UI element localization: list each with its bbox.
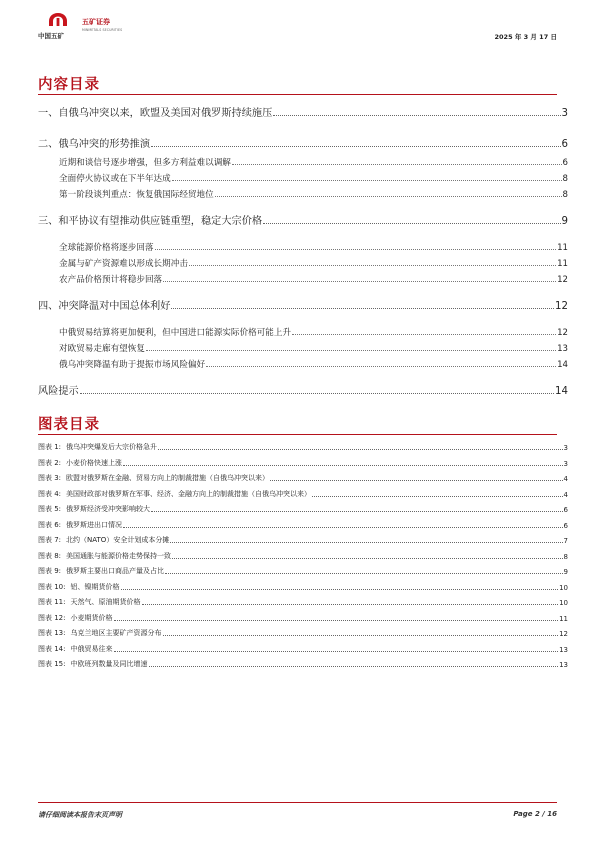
report-date: 2025 年 3 月 17 日 bbox=[494, 33, 557, 41]
charts-toc-title: 图表目录 bbox=[38, 417, 100, 433]
chart-leader-dots bbox=[312, 496, 562, 497]
toc-section-entry[interactable] bbox=[38, 188, 568, 200]
toc-leader-dots bbox=[273, 115, 560, 116]
toc-leader-dots bbox=[171, 308, 554, 309]
toc-entry-text: 俄乌冲突降温有助于提振市场风险偏好 bbox=[59, 360, 206, 370]
chart-leader-dots bbox=[114, 620, 559, 621]
chart-number: 图表 14: bbox=[38, 644, 66, 653]
toc-leader-dots bbox=[292, 334, 556, 335]
chart-page: 4 bbox=[563, 475, 568, 483]
chart-toc-entry[interactable] bbox=[38, 489, 568, 499]
toc-leader-dots bbox=[263, 223, 560, 224]
chart-number: 图表 11: bbox=[38, 598, 66, 606]
toc-leader-dots bbox=[172, 180, 562, 181]
toc-leader-dots bbox=[206, 366, 556, 367]
toc-entry-page: 14 bbox=[557, 360, 568, 370]
chart-leader-dots bbox=[142, 604, 559, 605]
minmetals-securities-logo bbox=[82, 17, 122, 32]
chart-leader-dots bbox=[151, 511, 562, 512]
chart-toc-entry[interactable] bbox=[38, 613, 568, 623]
chart-number: 图表 9: bbox=[38, 567, 62, 575]
toc-title-rule bbox=[38, 94, 557, 95]
chart-page: 4 bbox=[563, 490, 568, 499]
chart-toc-entry[interactable] bbox=[38, 597, 568, 607]
chart-page: 3 bbox=[563, 459, 568, 468]
chart-page: 13 bbox=[559, 645, 568, 654]
toc-entry-page: 6 bbox=[562, 158, 568, 168]
toc-section-entry[interactable] bbox=[38, 156, 568, 168]
chart-page: 6 bbox=[563, 521, 568, 530]
chart-number: 图表 1: bbox=[38, 443, 62, 451]
chart-number: 图表 7: bbox=[38, 536, 62, 544]
chart-toc-entry[interactable] bbox=[38, 442, 568, 452]
chart-leader-dots bbox=[121, 589, 559, 590]
chart-page: 12 bbox=[559, 630, 568, 638]
chart-leader-dots bbox=[170, 542, 562, 543]
toc-entry-page: 3 bbox=[561, 108, 568, 119]
page-header bbox=[0, 0, 595, 60]
toc-leader-dots bbox=[155, 249, 557, 250]
toc-entry-page: 13 bbox=[557, 344, 568, 354]
chart-title: 美国通胀与能源价格走势保持一致 bbox=[66, 551, 172, 560]
chart-toc-entry[interactable] bbox=[38, 644, 568, 654]
chart-title: 小麦期货价格 bbox=[70, 613, 113, 622]
chart-number: 图表 12: bbox=[38, 613, 66, 622]
chart-title: 中欧班列数量及同比增速 bbox=[70, 660, 148, 668]
toc-entry-text: 二、俄乌冲突的形势推演 bbox=[38, 139, 151, 150]
chart-number: 图表 15: bbox=[38, 660, 66, 668]
chart-title: 俄罗斯主要出口商品产量及占比 bbox=[66, 567, 165, 575]
chart-toc-entry[interactable] bbox=[38, 659, 568, 669]
chart-number: 图表 10: bbox=[38, 582, 66, 591]
chart-toc-entry[interactable] bbox=[38, 628, 568, 638]
chart-title: 小麦价格快速上涨 bbox=[66, 458, 123, 467]
toc-entry-page: 8 bbox=[562, 174, 568, 184]
toc-section-entry[interactable] bbox=[38, 241, 568, 253]
chart-toc-entry[interactable] bbox=[38, 520, 568, 530]
chart-title: 美国财政部对俄罗斯在军事、经济、金融方向上的制裁措施（自俄乌冲突以来） bbox=[66, 489, 312, 498]
toc-leader-dots bbox=[189, 265, 556, 266]
minmetals-emblem-icon bbox=[47, 12, 69, 28]
toc-entry-page: 9 bbox=[561, 216, 568, 227]
chart-title: 乌克兰地区主要矿产资源分布 bbox=[70, 629, 162, 637]
chart-toc-entry[interactable] bbox=[38, 504, 568, 514]
toc-entry-text: 对欧贸易走廊有望恢复 bbox=[59, 344, 145, 354]
chart-leader-dots bbox=[114, 651, 559, 652]
chart-title: 俄罗斯经济受冲突影响较大 bbox=[66, 505, 151, 513]
toc-section-entry[interactable] bbox=[38, 172, 568, 184]
toc-title: 内容目录 bbox=[38, 77, 100, 93]
chart-toc-entry[interactable] bbox=[38, 566, 568, 576]
toc-chapter-entry[interactable] bbox=[38, 382, 568, 397]
chart-title: 俄罗斯进出口情况 bbox=[66, 520, 123, 529]
chart-page: 9 bbox=[563, 568, 568, 576]
chart-page: 10 bbox=[559, 599, 568, 607]
chart-title: 铝、镍期货价格 bbox=[70, 582, 120, 591]
toc-entry-page: 8 bbox=[562, 190, 568, 200]
chart-toc-entry[interactable] bbox=[38, 535, 568, 545]
page-number: Page 2 / 16 bbox=[513, 810, 557, 818]
chart-toc-entry[interactable] bbox=[38, 473, 568, 483]
chart-toc-entry[interactable] bbox=[38, 551, 568, 561]
chart-title: 中俄贸易往来 bbox=[70, 644, 113, 653]
toc-entry-page: 11 bbox=[557, 243, 568, 253]
toc-entry-text: 三、和平协议有望推动供应链重塑，稳定大宗价格 bbox=[38, 216, 263, 227]
toc-entry-text: 中俄贸易结算将更加便利，但中国进口能源实际价格可能上升 bbox=[59, 328, 292, 338]
chart-title: 天然气、原油期货价格 bbox=[70, 598, 141, 606]
logo-securities-name: 五矿证券 bbox=[82, 18, 110, 26]
logo-company-name: 中国五矿 bbox=[38, 32, 64, 40]
toc-section-entry[interactable] bbox=[38, 273, 568, 285]
charts-toc-title-rule bbox=[38, 434, 557, 435]
toc-leader-dots bbox=[215, 196, 562, 197]
toc-entry-text: 金属与矿产资源难以形成长期冲击 bbox=[59, 259, 188, 269]
chart-number: 图表 6: bbox=[38, 520, 62, 529]
toc-section-entry[interactable] bbox=[38, 326, 568, 338]
toc-section-entry[interactable] bbox=[38, 342, 568, 354]
chart-number: 图表 13: bbox=[38, 629, 66, 637]
toc-entry-text: 农产品价格预计将稳步回落 bbox=[59, 275, 163, 285]
toc-section-entry[interactable] bbox=[38, 358, 568, 370]
chart-toc-entry[interactable] bbox=[38, 582, 568, 592]
toc-leader-dots bbox=[232, 164, 562, 165]
chart-page: 11 bbox=[559, 614, 568, 623]
chart-leader-dots bbox=[163, 635, 559, 636]
footer-rule bbox=[38, 802, 557, 803]
chart-number: 图表 5: bbox=[38, 505, 62, 513]
toc-leader-dots bbox=[163, 281, 556, 282]
toc-entry-text: 风险提示 bbox=[38, 386, 79, 397]
toc-entry-page: 12 bbox=[557, 275, 568, 285]
toc-entry-text: 一、自俄乌冲突以来，欧盟及美国对俄罗斯持续施压 bbox=[38, 108, 273, 119]
toc-chapter-entry[interactable] bbox=[38, 104, 568, 119]
chart-title: 欧盟对俄罗斯在金融、贸易方向上的制裁措施（自俄乌冲突以来） bbox=[66, 474, 270, 482]
toc-chapter-entry[interactable] bbox=[38, 135, 568, 150]
toc-entry-text: 全面停火协议或在下半年达成 bbox=[59, 174, 171, 184]
toc-entry-text: 全球能源价格将逐步回落 bbox=[59, 243, 154, 253]
toc-entry-page: 12 bbox=[555, 301, 568, 312]
footer-disclaimer: 请仔细阅读本报告末页声明 bbox=[38, 811, 122, 819]
chart-leader-dots bbox=[172, 558, 562, 559]
chart-title: 俄乌冲突爆发后大宗价格急升 bbox=[66, 443, 158, 451]
chart-title: 北约（NATO）安全计划成本分摊 bbox=[66, 536, 170, 544]
chart-number: 图表 4: bbox=[38, 489, 62, 498]
toc-chapter-entry[interactable] bbox=[38, 212, 568, 227]
chart-number: 图表 2: bbox=[38, 458, 62, 467]
toc-leader-dots bbox=[146, 350, 556, 351]
chart-page: 7 bbox=[563, 537, 568, 545]
toc-entry-text: 四、冲突降温对中国总体利好 bbox=[38, 301, 171, 312]
chart-page: 8 bbox=[563, 552, 568, 561]
toc-chapter-entry[interactable] bbox=[38, 297, 568, 312]
toc-entry-page: 6 bbox=[561, 139, 568, 150]
chart-toc-entry[interactable] bbox=[38, 458, 568, 468]
toc-section-entry[interactable] bbox=[38, 257, 568, 269]
chart-leader-dots bbox=[158, 449, 562, 450]
chart-leader-dots bbox=[149, 666, 559, 667]
chart-leader-dots bbox=[123, 465, 562, 466]
toc-entry-page: 14 bbox=[555, 386, 568, 397]
toc-entry-page: 11 bbox=[557, 259, 568, 269]
toc-leader-dots bbox=[80, 393, 554, 394]
chart-number: 图表 8: bbox=[38, 551, 62, 560]
chart-leader-dots bbox=[165, 573, 562, 574]
toc-leader-dots bbox=[151, 146, 560, 147]
toc-entry-page: 12 bbox=[557, 328, 568, 338]
chart-page: 10 bbox=[559, 583, 568, 592]
chart-page: 3 bbox=[563, 444, 568, 452]
logo-securities-en: MINMETALS SECURITIES bbox=[82, 28, 123, 32]
chart-leader-dots bbox=[123, 527, 562, 528]
chart-number: 图表 3: bbox=[38, 474, 62, 482]
china-minmetals-logo bbox=[38, 12, 78, 46]
toc-entry-text: 近期和谈信号逐步增强，但多方利益难以调解 bbox=[59, 158, 231, 168]
toc-entry-text: 第一阶段谈判重点：恢复俄国际经贸地位 bbox=[59, 190, 214, 200]
chart-leader-dots bbox=[270, 480, 562, 481]
chart-page: 13 bbox=[559, 661, 568, 669]
chart-page: 6 bbox=[563, 506, 568, 514]
